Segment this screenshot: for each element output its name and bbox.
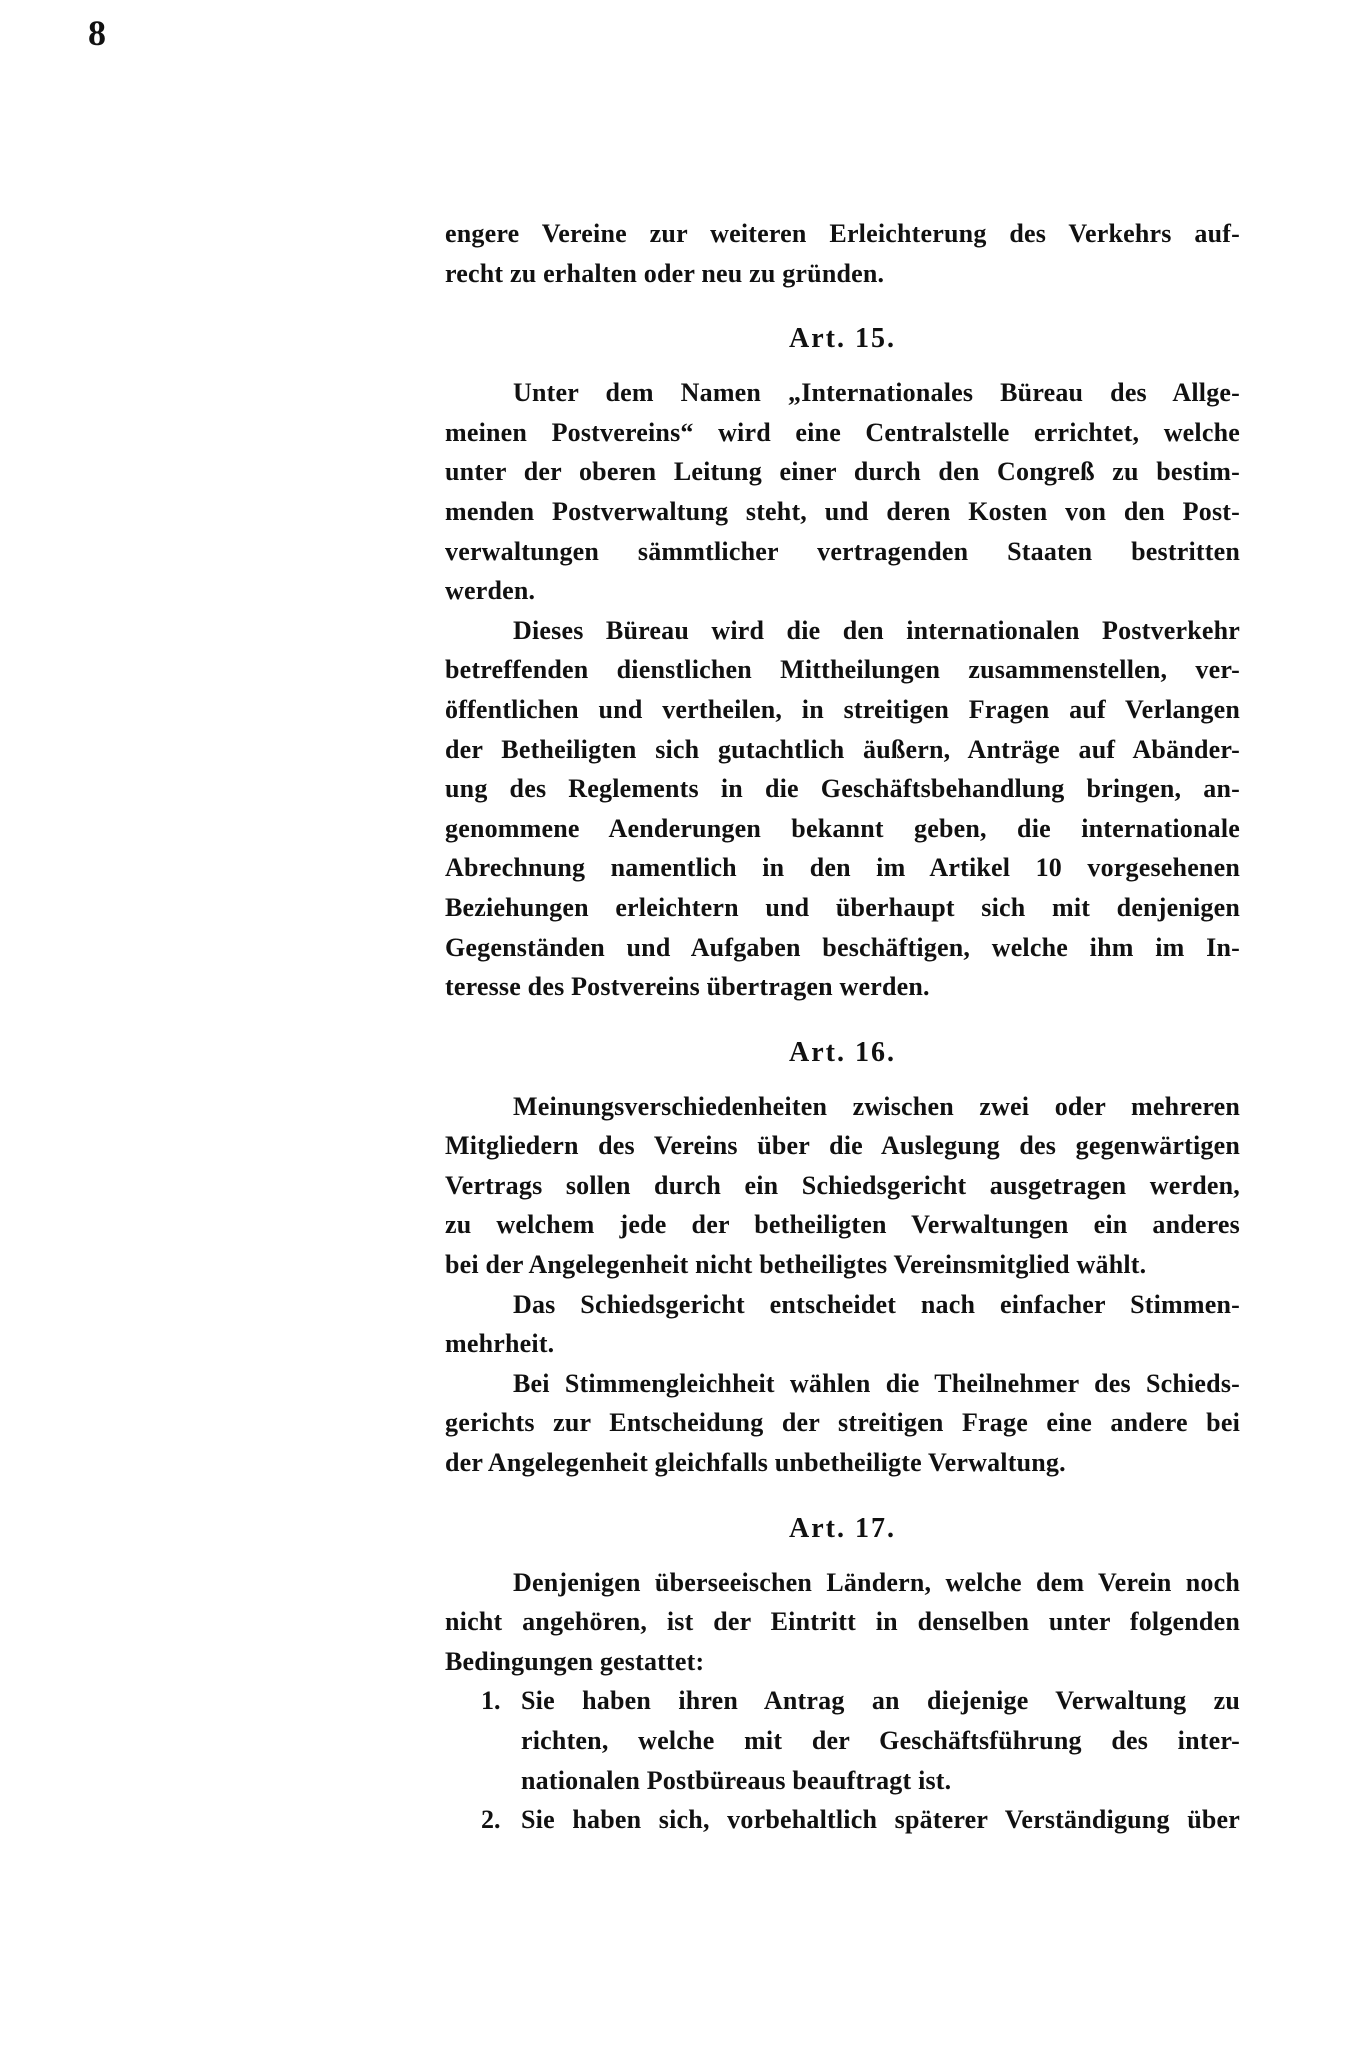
paragraph — [445, 373, 1240, 611]
text-line: Gegenständen und Aufgaben beschäftigen, welche ihm im In- — [445, 932, 1240, 962]
text-line: Dieses Büreau wird die den internationalen Postverkehr — [513, 615, 1240, 645]
paragraph — [445, 1364, 1240, 1483]
text-line: ung des Reglements in die Geschäftsbehandlung bringen, an- — [445, 774, 1240, 804]
text-line: Mitgliedern des Vereins über die Auslegung des gegenwärtigen — [445, 1131, 1240, 1161]
text-line: Bedingungen gestattet: — [445, 1646, 705, 1676]
list-item-number: 1. — [481, 1686, 501, 1716]
text-line: mehrheit. — [445, 1329, 555, 1359]
paragraph — [445, 611, 1240, 1007]
list-item — [445, 1681, 1240, 1800]
text-line: der Angelegenheit gleichfalls unbetheiligte Verwaltung. — [445, 1448, 1066, 1478]
text-line: Meinungsverschiedenheiten zwischen zwei oder mehreren — [513, 1091, 1240, 1121]
text-line: Beziehungen erleichtern und überhaupt sich mit denjenigen — [445, 892, 1240, 922]
text-line: Abrechnung namentlich in den im Artikel 10 vorgesehenen — [445, 853, 1240, 883]
list-item — [445, 1800, 1240, 1840]
article-heading: Art. 17. — [789, 1512, 896, 1544]
paragraph — [445, 214, 1240, 293]
text-line: recht zu erhalten oder neu zu gründen. — [445, 258, 885, 288]
page-number: 8 — [88, 13, 106, 53]
text-line: richten, welche mit der Geschäftsführung des inter- — [521, 1726, 1240, 1755]
text-line: betreffenden dienstlichen Mittheilungen zusammenstellen, ver- — [445, 655, 1240, 685]
text-line: zu welchem jede der betheiligten Verwaltungen ein anderes — [445, 1210, 1240, 1240]
text-line: Unter dem Namen „Internationales Büreau des Allge- — [513, 378, 1240, 408]
text-line: werden. — [445, 576, 536, 606]
text-line: nicht angehören, ist der Eintritt in denselben unter folgenden — [445, 1607, 1240, 1637]
list-item-text — [521, 1681, 1240, 1800]
text-line: menden Postverwaltung steht, und deren Kosten von den Post- — [445, 496, 1240, 526]
text-line: der Betheiligten sich gutachtlich äußern, Anträge auf Abänder- — [445, 734, 1240, 764]
text-line: Das Schiedsgericht entscheidet nach einfacher Stimmen- — [513, 1289, 1240, 1319]
text-line: genommene Aenderungen bekannt geben, die internationale — [445, 813, 1240, 843]
text-line: bei der Angelegenheit nicht betheiligtes Vereinsmitglied wählt. — [445, 1250, 1147, 1280]
text-line: Denjenigen überseeischen Ländern, welche dem Verein noch — [513, 1567, 1240, 1597]
text-line: engere Vereine zur weiteren Erleichterung des Verkehrs auf- — [445, 219, 1240, 248]
text-line: Sie haben ihren Antrag an diejenige Verwaltung zu — [521, 1686, 1240, 1716]
list-item-text — [521, 1800, 1240, 1840]
text-line: nationalen Postbüreaus beauftragt ist. — [521, 1765, 952, 1795]
paragraph — [445, 1285, 1240, 1364]
text-line: Sie haben sich, vorbehaltlich späterer Verständigung über — [521, 1805, 1240, 1835]
paragraph — [445, 1563, 1240, 1682]
text-line: Bei Stimmengleichheit wählen die Theilnehmer des Schieds- — [513, 1368, 1240, 1398]
list-item-number: 2. — [481, 1805, 501, 1835]
paragraph — [445, 1087, 1240, 1285]
text-line: meinen Postvereins“ wird eine Centralstelle errichtet, welche — [445, 417, 1240, 447]
text-line: verwaltungen sämmtlicher vertragenden Staaten bestritten — [445, 536, 1240, 566]
text-line: teresse des Postvereins übertragen werden. — [445, 972, 930, 1002]
text-line: unter der oberen Leitung einer durch den Congreß zu bestim- — [445, 457, 1240, 487]
text-line: gerichts zur Entscheidung der streitigen Frage eine andere bei — [445, 1408, 1240, 1438]
article-heading: Art. 15. — [789, 323, 896, 355]
text-line: öffentlichen und vertheilen, in streitigen Fragen auf Verlangen — [445, 694, 1240, 724]
article-heading: Art. 16. — [789, 1036, 896, 1068]
text-line: Vertrags sollen durch ein Schiedsgericht ausgetragen werden, — [445, 1170, 1240, 1200]
document-body — [445, 214, 1240, 1840]
